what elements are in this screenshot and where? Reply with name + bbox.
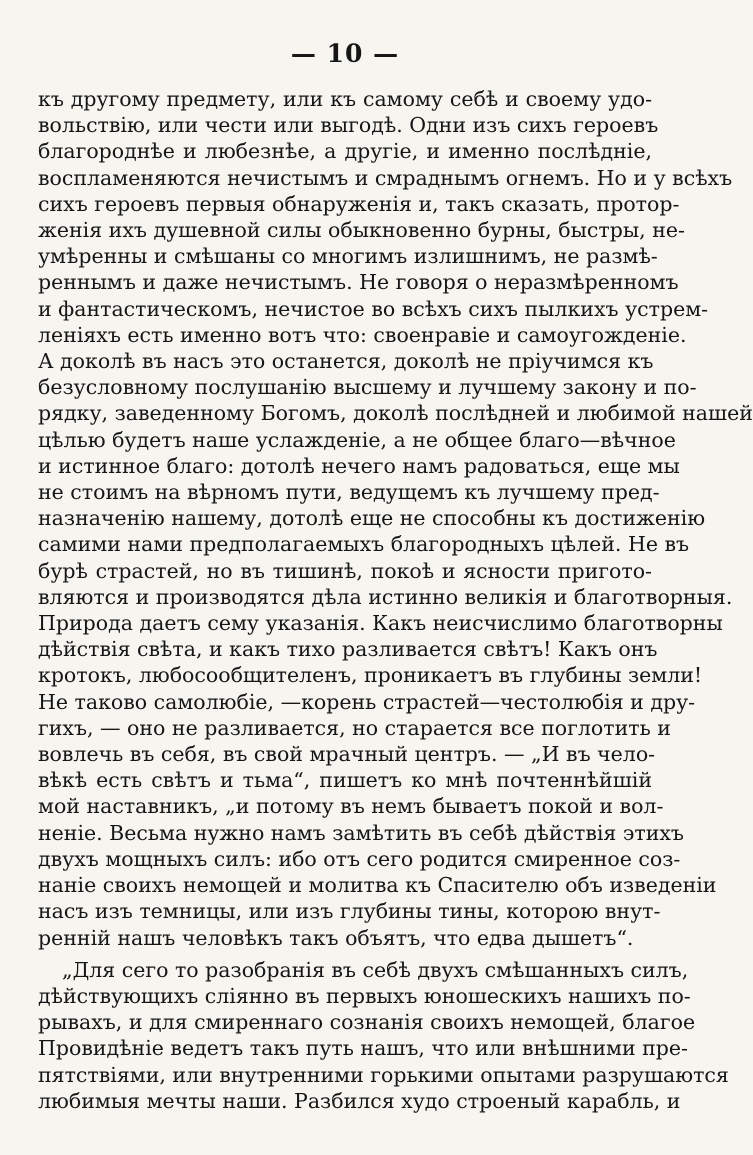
text-line: сихъ героевъ первыя обнаруженія и, такъ сказать, протор- — [38, 191, 680, 216]
text-line: дѣйствующихъ сліянно въ первыхъ юношескихъ нашихъ по- — [38, 983, 691, 1008]
text-line: „Для сего то разобранія въ себѣ двухъ смѣшанныхъ силъ, — [62, 957, 689, 982]
body-text — [38, 86, 753, 1114]
text-line: воспламеняются нечистымъ и смраднымъ огнемъ. Но и у всѣхъ — [38, 165, 733, 190]
text-line: ренній нашъ человѣкъ такъ объятъ, что едва дышетъ“. — [38, 925, 634, 950]
text-line: гихъ, — оно не разливается, но старается все поглотить и — [38, 715, 671, 740]
text-line: къ другому предмету, или къ самому себѣ и своему удо- — [38, 87, 652, 111]
text-line: любимыя мечты наши. Разбился худо строеный карабль, и — [38, 1088, 681, 1113]
text-line: наніе своихъ немощей и молитва къ Спасителю объ изведеніи — [38, 873, 717, 898]
text-line: неніе. Весьма нужно намъ замѣтить въ себѣ дѣйствія этихъ — [38, 820, 684, 845]
text-line: мой наставникъ, „и потому въ немъ бываетъ покой и вол- — [38, 794, 664, 819]
text-line: пятствіями, или внутренними горькими опытами разрушаются — [38, 1062, 729, 1087]
text-line: А доколѣ въ насъ это останется, доколѣ не пріучимся къ — [38, 349, 654, 374]
text-line: кротокъ, любосообщителенъ, проникаетъ въ глубины земли! — [38, 663, 703, 688]
text-line: дѣйствія свѣта, и какъ тихо разливается свѣтъ! Какъ онъ — [38, 637, 658, 662]
text-line: цѣлью будетъ наше услажденіе, а не общее благо—вѣчное — [38, 427, 676, 452]
text-line: вовлечь въ себя, въ свой мрачный центръ. — „И въ чело- — [38, 742, 656, 767]
text-line: Провидѣніе ведетъ такъ путь нашъ, что или внѣшними пре- — [38, 1036, 688, 1061]
text-line: бурѣ страстей, но въ тишинѣ, покоѣ и ясности пригото- — [38, 558, 652, 583]
paragraph-1 — [38, 86, 753, 951]
text-line: безусловному послушанію высшему и лучшему закону и по- — [38, 375, 697, 400]
text-line: рядку, заведенному Богомъ, доколѣ послѣдней и любимой нашей — [38, 401, 753, 426]
text-line: женія ихъ душевной силы обыкновенно бурны, быстры, не- — [38, 218, 685, 243]
text-line: умѣренны и смѣшаны со многимъ излишнимъ, не размѣ- — [38, 244, 658, 269]
text-line: Природа даетъ сему указанія. Какъ неисчислимо благотворны — [38, 611, 723, 636]
text-line: и истинное благо: дотолѣ нечего намъ радоваться, еще мы — [38, 453, 680, 478]
text-line: вляются и производятся дѣла истинно великія и благотворныя. — [38, 584, 733, 609]
paragraph-2 — [38, 957, 729, 1114]
text-line: рывахъ, и для смиреннаго сознанія своихъ немощей, благое — [38, 1010, 696, 1035]
text-line: и фантастическомъ, нечистое во всѣхъ сихъ пылкихъ устрем- — [38, 296, 709, 321]
text-line: благороднѣе и любезнѣе, а другіе, и именно послѣдніе, — [38, 139, 652, 164]
text-line: Не таково самолюбіе, —корень страстей—честолюбія и дру- — [38, 689, 696, 714]
text-line: не стоимъ на вѣрномъ пути, ведущемъ къ лучшему пред- — [38, 480, 660, 505]
text-line: самими нами предполагаемыхъ благородныхъ цѣлей. Не въ — [38, 532, 690, 557]
text-line: леніяхъ есть именно вотъ что: своенравіе и самоугожденіе. — [38, 322, 687, 347]
text-line: назначенію нашему, дотолѣ еще не способны къ достиженію — [38, 506, 706, 531]
text-line: насъ изъ темницы, или изъ глубины тины, которою внут- — [38, 899, 661, 924]
text-line: реннымъ и даже нечистымъ. Не говоря о неразмѣренномъ — [38, 270, 679, 295]
text-line: двухъ мощныхъ силъ: ибо отъ сего родится смиренное соз- — [38, 846, 681, 871]
page-number: — 10 — — [290, 39, 400, 68]
text-line: вѣкѣ есть свѣтъ и тьма“, пишетъ ко мнѣ почтеннѣйшій — [38, 768, 652, 793]
text-line: вольствію, или чести или выгодѣ. Одни изъ сихъ героевъ — [38, 113, 659, 138]
